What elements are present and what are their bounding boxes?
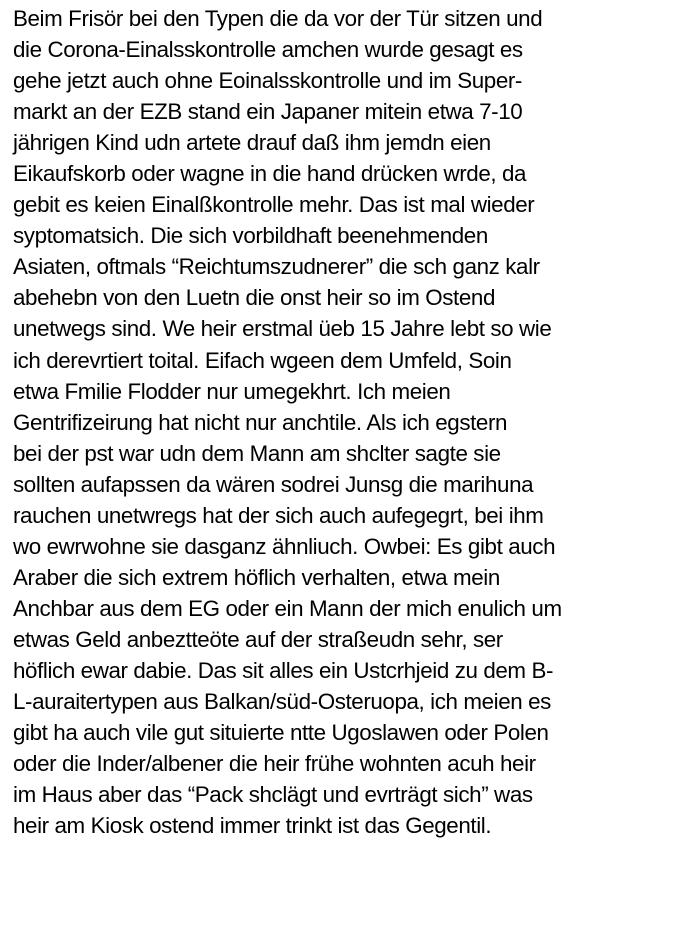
text-line: jährigen Kind udn artete drauf daß ihm jemdn eien: [13, 130, 491, 156]
text-line: Gentrifizeirung hat nicht nur anchtile. Als ich egstern: [13, 409, 508, 435]
text-line: im Haus aber das “Pack shclägt und evrträgt sich” was: [13, 782, 533, 808]
text-line: markt an der EZB stand ein Japaner mitein etwa 7-10: [13, 99, 523, 125]
text-line: oder die Inder/albener die heir frühe wohnten acuh heir: [13, 751, 536, 777]
text-line: gehe jetzt auch ohne Eoinalsskontrolle und im Super-: [13, 68, 522, 94]
text-line: etwa Fmilie Flodder nur umegekhrt. Ich meien: [13, 378, 451, 404]
text-line: Anchbar aus dem EG oder ein Mann der mich enulich um: [13, 595, 562, 621]
text-line: rauchen unetwregs hat der sich auch aufegegrt, bei ihm: [13, 502, 544, 528]
text-line: unetwegs sind. We heir erstmal üeb 15 Jahre lebt so wie: [13, 316, 552, 342]
text-line: Beim Frisör bei den Typen die da vor der Tür sitzen und: [13, 6, 543, 31]
text-line: wo ewrwohne sie dasganz ähnliuch. Owbei: Es gibt auch: [13, 533, 556, 559]
text-line: ich derevrtiert toital. Eifach wgeen dem Umfeld, Soin: [13, 347, 512, 373]
text-line: Eikaufskorb oder wagne in die hand drücken wrde, da: [13, 161, 527, 187]
text-line: Araber die sich extrem höflich verhalten, etwa mein: [13, 564, 500, 590]
text-line: bei der pst war udn dem Mann am shclter sagte sie: [13, 440, 501, 466]
text-line: höflich ewar dabie. Das sit alles ein Ustcrhjeid zu dem B-: [13, 657, 554, 683]
text-line: abehebn von den Luetn die onst heir so im Ostend: [13, 285, 495, 311]
text-line: sollten aufapssen da wären sodrei Junsg die marihuna: [13, 471, 534, 497]
text-line: syptomatsich. Die sich vorbildhaft beenehmenden: [13, 223, 488, 249]
text-line: gibt ha auch vile gut situierte ntte Ugoslawen oder Polen: [13, 720, 549, 746]
text-line: L-auraitertypen aus Balkan/süd-Osteruopa, ich meien es: [13, 689, 551, 715]
text-line: heir am Kiosk ostend immer trinkt ist das Gegentil.: [13, 813, 492, 839]
body-text: [13, 3, 681, 841]
text-line: die Corona-Einalsskontrolle amchen wurde gesagt es: [13, 37, 523, 63]
text-line: Asiaten, oftmals “Reichtumszudnerer” die sch ganz kalr: [13, 254, 540, 280]
text-line: gebit es keien Einalßkontrolle mehr. Das ist mal wieder: [13, 192, 535, 218]
text-line: etwas Geld anbeztteöte auf der straßeudn sehr, ser: [13, 626, 503, 652]
